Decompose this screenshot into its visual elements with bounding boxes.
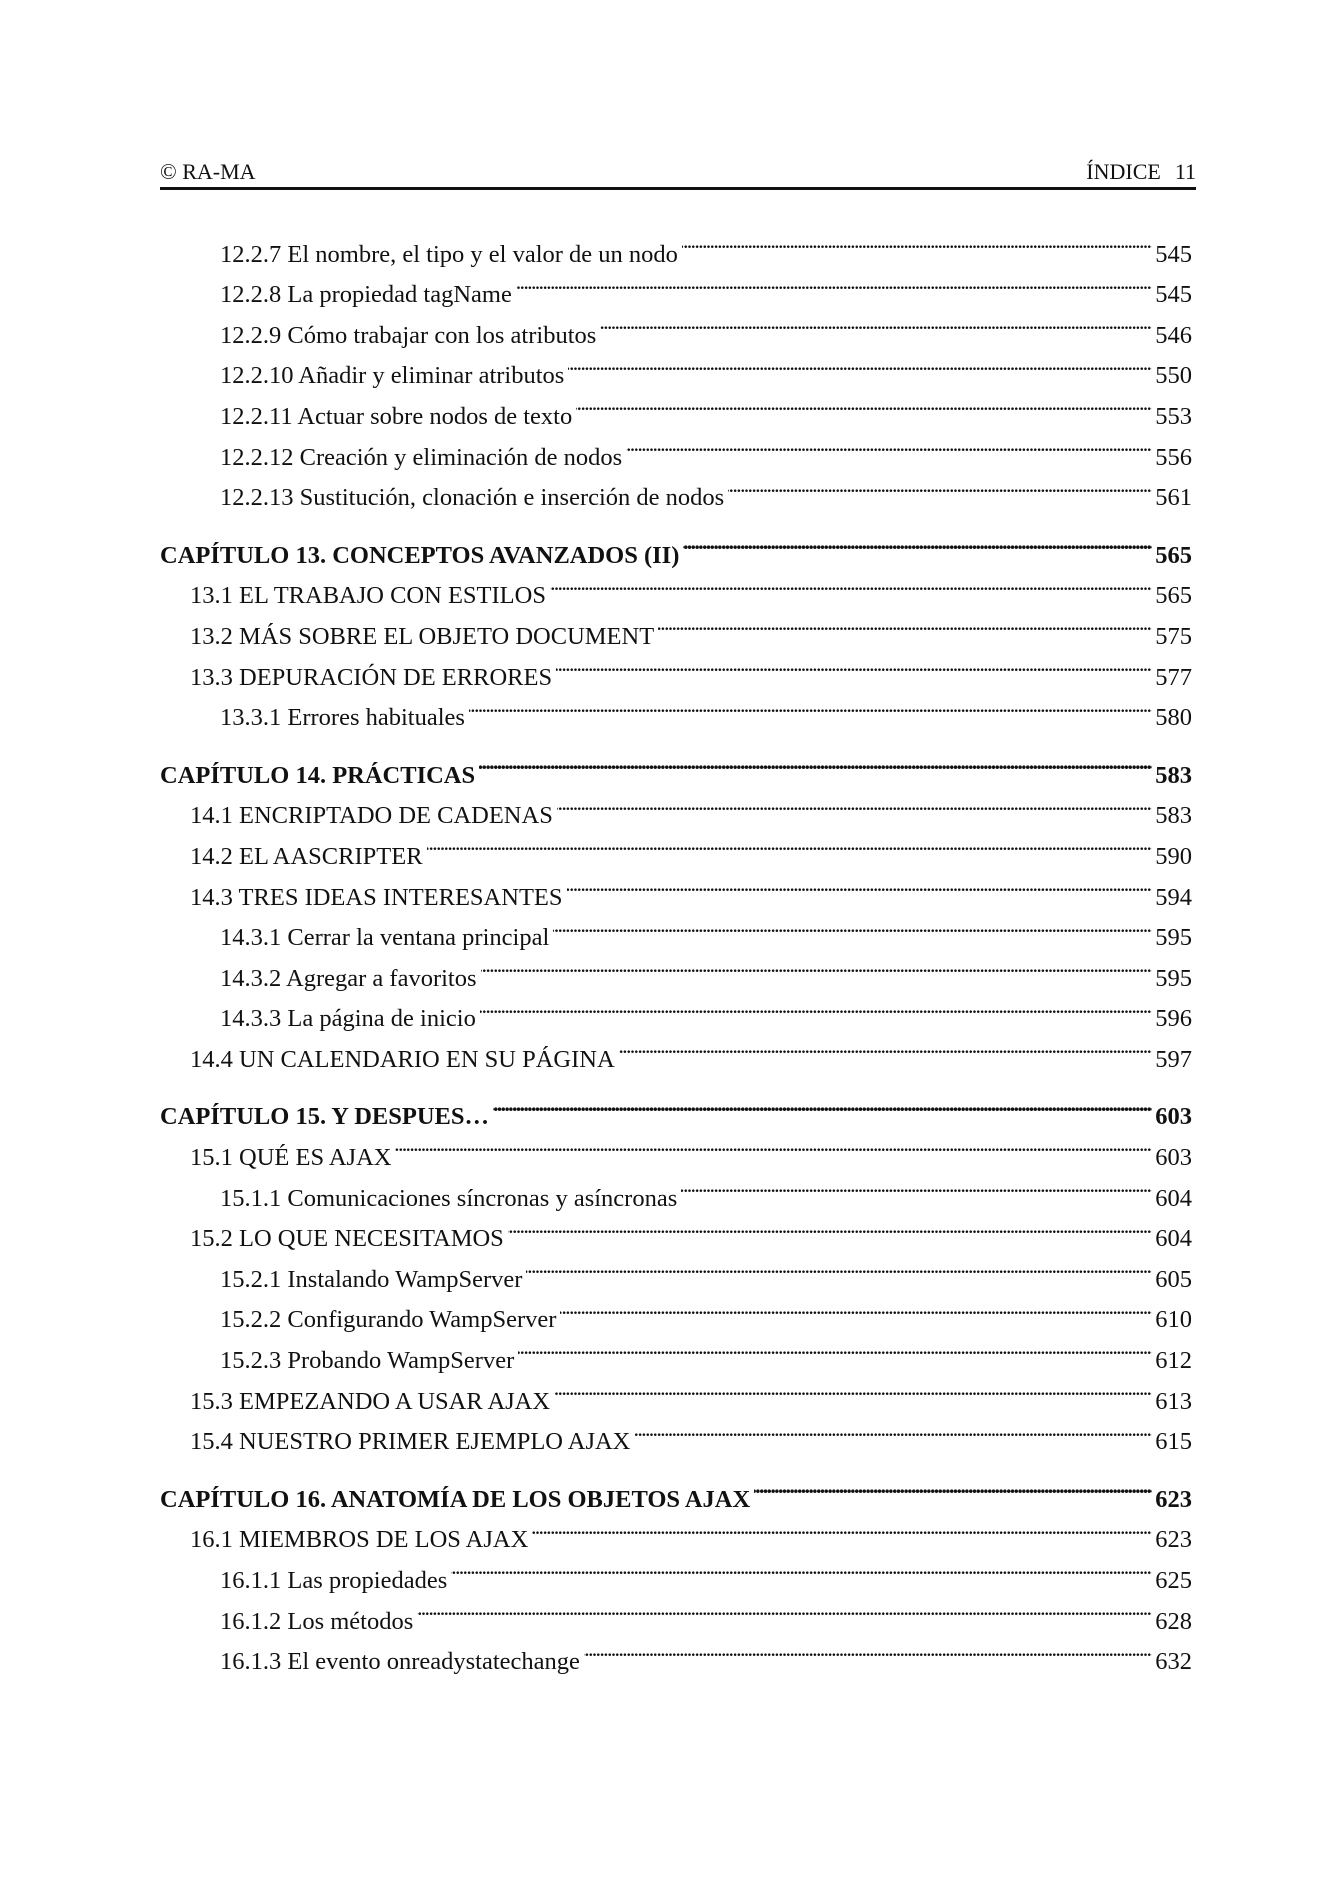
toc-entry-title: 13.2 MÁS SOBRE EL OBJETO DOCUMENT — [190, 622, 655, 650]
toc-entry-page: 580 — [1155, 704, 1192, 732]
toc-entry-page: 596 — [1155, 1005, 1192, 1033]
toc-entry-page: 595 — [1155, 924, 1192, 952]
dot-leader — [550, 563, 1152, 604]
dot-leader — [556, 644, 1152, 685]
toc-entry-page: 561 — [1155, 484, 1192, 512]
toc-entry-title: 12.2.10 Añadir y eliminar atributos — [220, 362, 565, 390]
toc-entry-title: CAPÍTULO 14. PRÁCTICAS — [160, 761, 476, 789]
toc-entry-page: 556 — [1155, 443, 1192, 471]
dot-leader — [480, 986, 1152, 1027]
toc-entry-title: 16.1 MIEMBROS DE LOS AJAX — [190, 1526, 529, 1554]
dot-leader — [658, 603, 1152, 644]
toc-entry-title: 14.2 EL AASCRIPTER — [190, 842, 423, 870]
toc-entry-title: 15.1 QUÉ ES AJAX — [190, 1144, 392, 1172]
dot-leader — [516, 262, 1152, 303]
dot-leader — [560, 1287, 1152, 1328]
toc-entry-title: 14.3.1 Cerrar la ventana principal — [220, 924, 550, 952]
toc-entry-title: 15.2.2 Configurando WampServer — [220, 1306, 557, 1334]
toc-entry-page: 553 — [1155, 402, 1192, 430]
toc-entry-page: 577 — [1155, 663, 1192, 691]
toc-entry-title: 14.1 ENCRIPTADO DE CADENAS — [190, 802, 553, 830]
dot-leader — [600, 302, 1152, 343]
toc-entry-page: 545 — [1155, 281, 1192, 309]
header-rule — [160, 187, 1196, 190]
dot-leader — [682, 221, 1152, 262]
dot-leader — [754, 1466, 1152, 1507]
dot-leader — [553, 905, 1152, 946]
toc-entry-title: 12.2.9 Cómo trabajar con los atributos — [220, 321, 597, 349]
dot-leader — [619, 1026, 1153, 1067]
dot-leader — [417, 1588, 1152, 1629]
toc-entry-title: 16.1.3 El evento onreadystatechange — [220, 1648, 580, 1676]
dot-leader — [584, 1629, 1152, 1670]
toc-entry-page: 550 — [1155, 362, 1192, 390]
toc-entry-page: 583 — [1155, 761, 1192, 789]
dot-leader — [681, 1165, 1152, 1206]
toc-chapter-entry — [160, 1084, 1192, 1131]
dot-leader — [526, 1246, 1152, 1287]
toc-entry-page: 628 — [1155, 1607, 1192, 1635]
toc-entry-page: 610 — [1155, 1306, 1192, 1334]
toc-entry-page: 546 — [1155, 321, 1192, 349]
toc-entry-title: 13.3 DEPURACIÓN DE ERRORES — [190, 663, 553, 691]
toc-entry-title: CAPÍTULO 16. ANATOMÍA DE LOS OBJETOS AJAX — [160, 1485, 751, 1513]
dot-leader — [479, 742, 1152, 783]
dot-leader — [626, 424, 1152, 465]
dot-leader — [557, 783, 1152, 824]
table-of-contents — [160, 221, 1192, 1676]
toc-entry-title: 14.3 TRES IDEAS INTERESANTES — [190, 883, 563, 911]
toc-entry-page: 632 — [1155, 1648, 1192, 1676]
toc-entry-page: 594 — [1155, 883, 1192, 911]
toc-entry-title: 13.1 EL TRABAJO CON ESTILOS — [190, 582, 546, 610]
toc-entry-title: 16.1.2 Los métodos — [220, 1607, 414, 1635]
toc-entry-title: 14.3.3 La página de inicio — [220, 1005, 476, 1033]
toc-entry-page: 583 — [1155, 802, 1192, 830]
page-number: 11 — [1174, 159, 1196, 184]
toc-entry-page: 612 — [1155, 1347, 1192, 1375]
dot-leader — [451, 1547, 1152, 1588]
toc-entry-title: 12.2.8 La propiedad tagName — [220, 281, 512, 309]
toc-entry-title: 15.2 LO QUE NECESITAMOS — [190, 1225, 504, 1253]
toc-entry-page: 565 — [1155, 541, 1192, 569]
toc-entry-page: 623 — [1155, 1485, 1192, 1513]
toc-entry-page: 603 — [1155, 1144, 1192, 1172]
dot-leader — [508, 1206, 1152, 1247]
dot-leader — [634, 1409, 1152, 1450]
index-label: ÍNDICE — [1086, 159, 1161, 184]
toc-entry-title: 15.3 EMPEZANDO A USAR AJAX — [190, 1387, 551, 1415]
toc-entry-title: 15.1.1 Comunicaciones síncronas y asíncronas — [220, 1184, 678, 1212]
dot-leader — [481, 945, 1153, 986]
toc-entry-title: 14.4 UN CALENDARIO EN SU PÁGINA — [190, 1045, 615, 1073]
toc-entry-page: 613 — [1155, 1387, 1192, 1415]
toc-entry-title: 12.2.12 Creación y eliminación de nodos — [220, 443, 623, 471]
dot-leader — [567, 864, 1153, 905]
toc-chapter-entry — [160, 1466, 1192, 1513]
toc-entry-page: 545 — [1155, 240, 1192, 268]
toc-entry-page: 623 — [1155, 1526, 1192, 1554]
dot-leader — [395, 1124, 1152, 1165]
publisher-mark: © RA-MA — [160, 159, 256, 184]
toc-entry-page: 615 — [1155, 1428, 1192, 1456]
toc-entry-page: 604 — [1155, 1184, 1192, 1212]
dot-leader — [568, 343, 1152, 384]
toc-entry-title: 15.2.1 Instalando WampServer — [220, 1265, 523, 1293]
toc-chapter-entry — [160, 742, 1192, 789]
running-header — [160, 157, 1196, 187]
dot-leader — [427, 823, 1153, 864]
toc-entry-page: 604 — [1155, 1225, 1192, 1253]
toc-entry-title: 15.2.3 Probando WampServer — [220, 1347, 515, 1375]
toc-entry-title: 14.3.2 Agregar a favoritos — [220, 964, 477, 992]
toc-entry-page: 590 — [1155, 842, 1192, 870]
toc-entry-page: 575 — [1155, 622, 1192, 650]
section-label — [1086, 157, 1196, 187]
toc-entry-page: 605 — [1155, 1265, 1192, 1293]
dot-leader — [532, 1507, 1152, 1548]
dot-leader — [554, 1368, 1152, 1409]
toc-entry-page: 595 — [1155, 964, 1192, 992]
toc-entry-title: CAPÍTULO 13. CONCEPTOS AVANZADOS (II) — [160, 541, 680, 569]
toc-entry-page: 625 — [1155, 1567, 1192, 1594]
dot-leader — [469, 685, 1152, 726]
toc-entry-page: 565 — [1155, 582, 1192, 610]
toc-entry-title: 12.2.7 El nombre, el tipo y el valor de un nodo — [220, 240, 678, 268]
toc-entry-title: 15.4 NUESTRO PRIMER EJEMPLO AJAX — [190, 1428, 631, 1456]
dot-leader — [518, 1327, 1152, 1368]
toc-entry-title: 12.2.11 Actuar sobre nodos de texto — [220, 402, 573, 430]
toc-entry-page: 603 — [1155, 1103, 1192, 1131]
toc-chapter-entry — [160, 522, 1192, 569]
toc-subsection-entry — [160, 221, 1192, 268]
toc-entry-page: 597 — [1155, 1045, 1192, 1073]
toc-entry-title: 12.2.13 Sustitución, clonación e inserción de nodos — [220, 484, 725, 512]
dot-leader — [576, 383, 1152, 424]
dot-leader — [728, 465, 1152, 506]
dot-leader — [683, 522, 1152, 563]
toc-entry-title: CAPÍTULO 15. Y DESPUES… — [160, 1103, 489, 1131]
toc-entry-title: 16.1.1 Las propiedades — [220, 1567, 448, 1594]
dot-leader — [493, 1084, 1152, 1125]
toc-entry-title: 13.3.1 Errores habituales — [220, 704, 465, 732]
